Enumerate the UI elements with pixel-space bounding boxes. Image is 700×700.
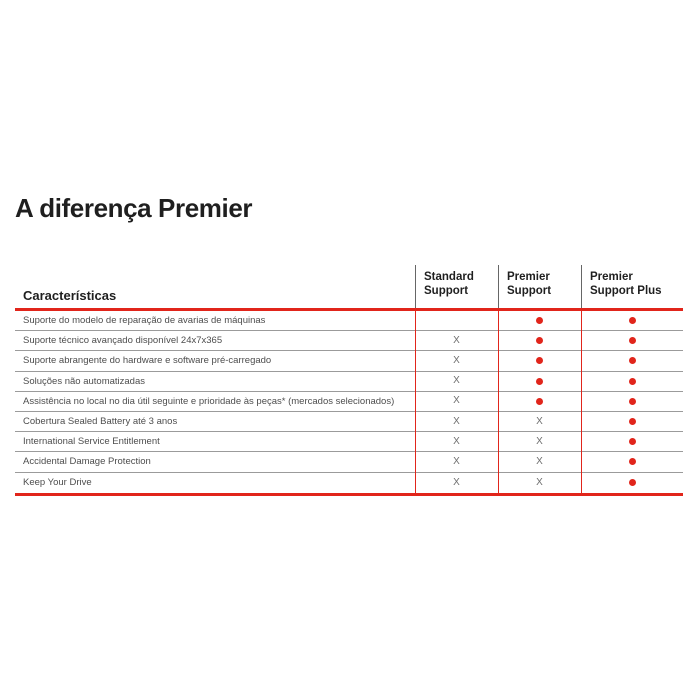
feature-label: Assistência no local no dia útil seguinte e prioridade às peças* (mercados selecionados) (23, 395, 395, 407)
plan-cell (415, 432, 498, 451)
included-dot-icon (629, 398, 636, 405)
column-header-premier-support-plus (581, 265, 683, 308)
feature-label: Cobertura Sealed Battery até 3 anos (23, 416, 178, 428)
feature-label: Suporte do modelo de reparação de avarias de máquinas (23, 315, 266, 327)
included-dot-icon (536, 357, 543, 364)
plan-cell (415, 372, 498, 391)
not-included-x-mark: X (453, 395, 460, 407)
included-dot-icon (536, 317, 543, 324)
table-row (15, 311, 683, 331)
page-title: A diferença Premier (15, 193, 253, 223)
plan-cell (581, 452, 683, 471)
plan-cell (581, 372, 683, 391)
table-row (15, 452, 683, 472)
included-dot-icon (629, 357, 636, 364)
plan-cell (415, 331, 498, 350)
column-header-label: Premier Support (507, 271, 552, 297)
included-dot-icon (629, 378, 636, 385)
column-header-label: Premier Support Plus (590, 271, 662, 297)
table-row (15, 392, 683, 412)
table-body (15, 311, 683, 496)
not-included-x-mark: X (453, 354, 460, 366)
plan-cell (498, 452, 581, 471)
column-separator-line (415, 311, 416, 493)
plan-cell (581, 351, 683, 370)
feature-label: Soluções não automatizadas (23, 375, 145, 387)
plan-cell (581, 392, 683, 411)
column-header-label: Standard Support (424, 271, 474, 297)
included-dot-icon (629, 418, 636, 425)
not-included-x-mark: X (536, 476, 543, 488)
plan-cell (581, 331, 683, 350)
feature-label: Suporte técnico avançado disponível 24x7x365 (23, 335, 223, 347)
plan-cell (498, 412, 581, 431)
not-included-x-mark: X (536, 455, 543, 467)
feature-label: Accidental Damage Protection (23, 456, 151, 468)
column-header-premier-support (498, 265, 581, 308)
column-separator-line (498, 311, 499, 493)
included-dot-icon (629, 438, 636, 445)
plan-cell (498, 372, 581, 391)
plan-cell (415, 392, 498, 411)
column-header-standard-support (415, 265, 498, 308)
comparison-table (15, 265, 683, 496)
included-dot-icon (536, 337, 543, 344)
table-row (15, 331, 683, 351)
plan-cell (498, 331, 581, 350)
table-header-row (15, 265, 683, 311)
column-header-features: Características (23, 288, 117, 303)
table-row (15, 432, 683, 452)
plan-cell (581, 311, 683, 330)
not-included-x-mark: X (453, 435, 460, 447)
table-row (15, 351, 683, 371)
not-included-x-mark: X (453, 415, 460, 427)
included-dot-icon (536, 398, 543, 405)
plan-cell (415, 412, 498, 431)
table-row (15, 473, 683, 493)
plan-cell (581, 473, 683, 493)
plan-cell (415, 452, 498, 471)
plan-cell (415, 311, 498, 330)
included-dot-icon (629, 479, 636, 486)
plan-cell (581, 412, 683, 431)
feature-label: Keep Your Drive (23, 477, 92, 489)
not-included-x-mark: X (453, 476, 460, 488)
included-dot-icon (629, 458, 636, 465)
feature-label: Suporte abrangente do hardware e software pré-carregado (23, 355, 272, 367)
not-included-x-mark: X (453, 455, 460, 467)
not-included-x-mark: X (536, 415, 543, 427)
column-separator-line (581, 311, 582, 493)
feature-label: International Service Entitlement (23, 436, 160, 448)
not-included-x-mark: X (453, 334, 460, 346)
table-row (15, 412, 683, 432)
plan-cell (498, 432, 581, 451)
table-row (15, 372, 683, 392)
plan-cell (581, 432, 683, 451)
plan-cell (415, 351, 498, 370)
not-included-x-mark: X (536, 435, 543, 447)
plan-cell (498, 392, 581, 411)
not-included-x-mark: X (453, 375, 460, 387)
plan-cell (415, 473, 498, 493)
included-dot-icon (629, 317, 636, 324)
included-dot-icon (536, 378, 543, 385)
included-dot-icon (629, 337, 636, 344)
plan-cell (498, 311, 581, 330)
plan-cell (498, 473, 581, 493)
plan-cell (498, 351, 581, 370)
